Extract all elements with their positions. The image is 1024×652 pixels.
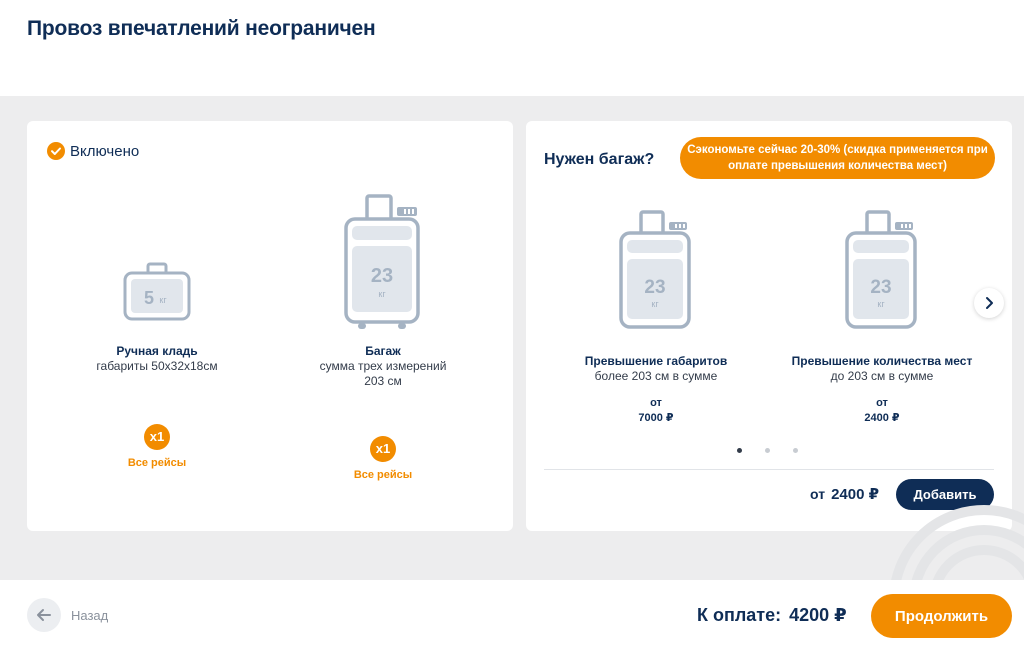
pager-dot-2[interactable]	[765, 448, 770, 453]
chevron-right-icon	[974, 288, 1004, 318]
oversize-from: от	[650, 397, 662, 409]
baggage-item	[283, 193, 483, 481]
hand-luggage-icon	[122, 261, 192, 323]
extra-baggage-card	[526, 121, 1012, 531]
extra-total-price: 2400 ₽	[831, 486, 880, 503]
baggage-desc: сумма трех измерений	[319, 359, 447, 373]
hand-luggage-qty-badge: x1	[144, 424, 170, 450]
baggage-unit: кг	[378, 289, 386, 299]
included-header	[47, 142, 139, 160]
oversize-desc: более 203 см в сумме	[594, 369, 718, 383]
extra-pieces-item[interactable]	[782, 209, 982, 426]
back-label: Назад	[71, 607, 109, 623]
footer	[0, 580, 1024, 652]
extra-pieces-desc: до 203 см в сумме	[830, 369, 934, 383]
hand-luggage-weight: 5	[143, 288, 155, 308]
baggage-flights: Все рейсы	[353, 469, 413, 481]
total-pay-amount: 4200 ₽	[789, 605, 847, 625]
oversize-weight: 23	[644, 277, 666, 298]
pager-dot-3[interactable]	[793, 448, 798, 453]
baggage-desc-size: 203 см	[364, 374, 402, 388]
add-button[interactable]: Добавить	[896, 479, 994, 510]
included-card	[27, 121, 513, 531]
included-label: Включено	[70, 142, 140, 160]
extra-pieces-price: 2400 ₽	[864, 412, 900, 424]
total-pay-label: К оплате:	[697, 605, 782, 625]
continue-button[interactable]: Продолжить	[871, 594, 1012, 638]
oversize-item[interactable]	[556, 209, 756, 426]
hand-luggage-unit: кг	[159, 295, 167, 305]
oversize-name: Превышение габаритов	[584, 354, 728, 368]
hand-luggage-name: Ручная кладь	[116, 344, 198, 358]
back-button[interactable]	[27, 598, 108, 632]
promo-badge: Сэкономьте сейчас 20-30% (скидка применяется при оплате превышения количества мест)	[680, 137, 995, 179]
hand-luggage-item	[57, 261, 257, 469]
extra-pieces-name: Превышение количества мест	[791, 354, 973, 368]
arrow-left-icon	[27, 598, 61, 632]
extra-title: Нужен багаж?	[544, 151, 655, 168]
content-area	[0, 96, 1024, 580]
oversize-unit: кг	[651, 299, 659, 309]
suitcase-icon	[341, 193, 425, 329]
carousel-next-button[interactable]	[974, 288, 1004, 318]
carousel-pager	[737, 448, 798, 453]
suitcase-icon	[617, 209, 695, 333]
oversize-price: 7000 ₽	[638, 412, 674, 424]
extra-pieces-from: от	[876, 397, 888, 409]
extra-pieces-weight: 23	[870, 277, 892, 298]
extra-total	[810, 485, 879, 503]
hand-luggage-flights: Все рейсы	[127, 457, 187, 469]
decorative-rings-graphic	[884, 500, 1024, 580]
extra-total-from: от	[810, 486, 826, 502]
check-circle-icon	[47, 142, 65, 160]
divider	[544, 469, 994, 470]
header	[0, 0, 1024, 96]
baggage-name: Багаж	[365, 344, 401, 358]
extra-pieces-unit: кг	[877, 299, 885, 309]
page-title: Провоз впечатлений неограничен	[27, 17, 376, 40]
hand-luggage-desc: габариты 50x32x18см	[96, 359, 218, 373]
pager-dot-1[interactable]	[737, 448, 742, 453]
back-circle	[27, 598, 61, 632]
suitcase-icon	[843, 209, 921, 333]
baggage-qty-badge: x1	[370, 436, 396, 462]
baggage-weight: 23	[370, 265, 394, 287]
total-to-pay	[697, 605, 847, 626]
